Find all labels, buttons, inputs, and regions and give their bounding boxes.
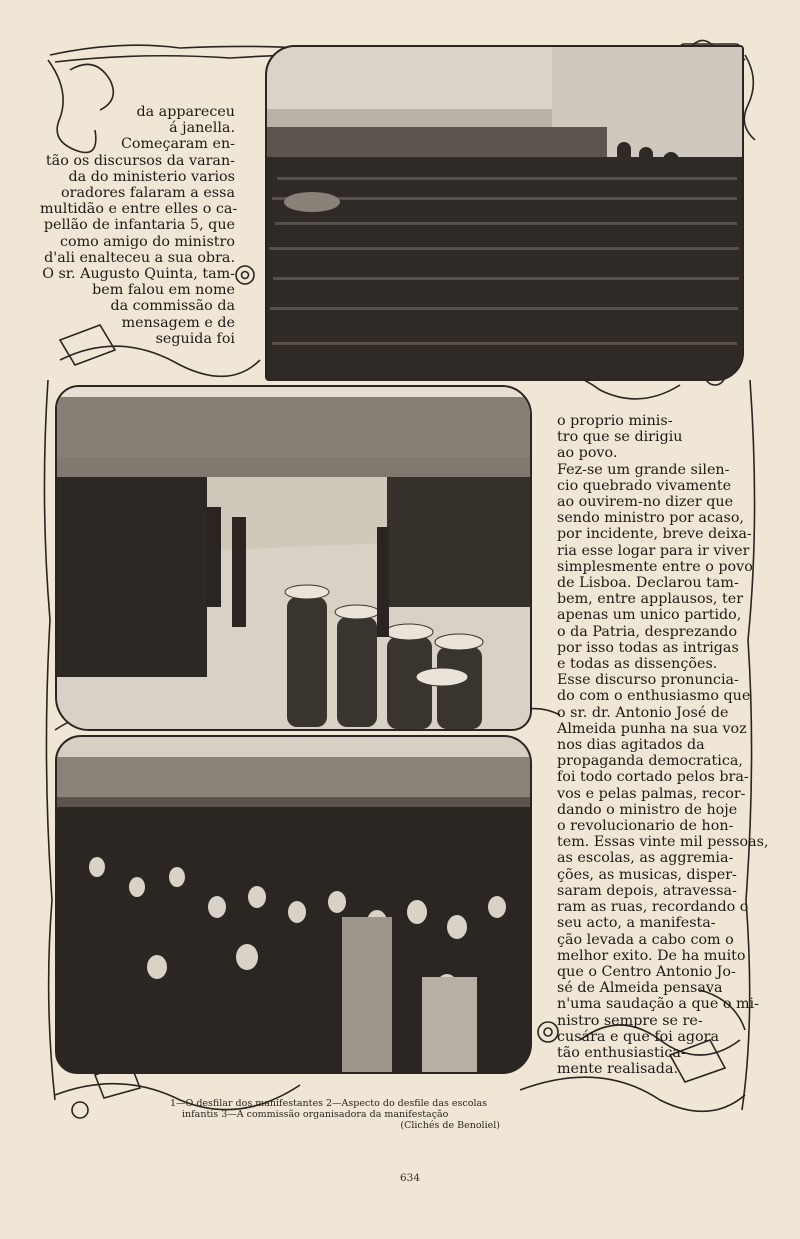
text-line: o da Patria, desprezando (557, 623, 738, 640)
text-line: propaganda democratica, (557, 753, 743, 770)
text-line: o proprio minis- (557, 413, 673, 429)
text-line: ao povo. (557, 445, 618, 462)
text-line: as escolas, as aggremia- (557, 850, 734, 867)
text-line: á janella. (169, 120, 235, 137)
text-line: o revolucionario de hon- (557, 818, 734, 835)
text-line: n'uma saudação a que o mi- (557, 996, 759, 1013)
text-line: tão os discursos da varan- (45, 152, 235, 169)
caption-credit: (Clichés de Benoliel) (400, 1120, 500, 1131)
text-line: ções, as musicas, disper- (557, 866, 737, 883)
text-line: seu acto, a manifesta- (557, 915, 716, 932)
photo-crowd-in-square (265, 45, 744, 381)
text-line: saram depois, atravessa- (557, 882, 737, 899)
text-line: multidão e entre elles o ca- (40, 201, 238, 218)
caption-line-2: infantis 3—A commissão organisadora da manifestação (182, 1109, 449, 1120)
caption-line-1: 1—O desfilar dos manifestantes 2—Aspecto do desfile das escolas (170, 1098, 488, 1109)
text-line: bem, entre applausos, ter (557, 591, 744, 608)
text-line: nos dias agitados da (557, 737, 705, 754)
text-line: vos e pelas palmas, recor- (557, 785, 746, 802)
text-line: foi todo cortado pelos bra- (557, 769, 749, 786)
text-line: sé de Almeida pensava (557, 980, 723, 997)
photo-school-children-parade (55, 385, 532, 731)
photo-organising-committee (55, 735, 532, 1074)
text-line: nistro sempre se re- (557, 1012, 703, 1029)
text-line: mente realisada. (557, 1061, 679, 1078)
text-line: por isso todas as intrigas (557, 639, 739, 656)
text-line: mensagem e de (121, 314, 235, 331)
page-number: 634 (399, 1172, 421, 1184)
article-text-right-column (557, 413, 769, 1078)
text-line: Almeida punha na sua voz (557, 720, 747, 737)
text-line: e todas as dissenções. (557, 656, 718, 673)
text-line: melhor exito. De ha muito (557, 947, 746, 964)
text-line: Começaram en- (120, 136, 235, 153)
text-line: pellão de infantaria 5, que (43, 217, 235, 234)
text-line: seguida foi (155, 330, 235, 347)
text-line: simplesmente entre o povo (557, 558, 753, 575)
text-line: como amigo do ministro (59, 233, 235, 250)
text-line: da appareceu (136, 104, 235, 120)
text-line: oradores falaram a essa (61, 185, 235, 202)
text-line: do com o enthusiasmo que (557, 688, 751, 705)
text-line: ria esse logar para ir viver (557, 542, 750, 559)
text-line: ção levada a cabo com o (557, 931, 734, 948)
text-line: dando o ministro de hoje (557, 801, 738, 818)
text-line: da commissão da (110, 298, 235, 315)
text-line: apenas um unico partido, (557, 607, 742, 624)
text-line: Fez-se um grande silen- (557, 461, 730, 478)
text-line: ao ouvirem-no dizer que (557, 494, 734, 511)
text-line: cio quebrado vivamente (557, 477, 732, 494)
text-line: tão enthusiastica- (557, 1044, 686, 1061)
text-line: de Lisboa. Declarou tam- (557, 575, 739, 592)
text-line: que o Centro Antonio Jo- (557, 963, 736, 980)
text-line: sendo ministro por acaso, (557, 510, 744, 527)
text-line: ram as ruas, recordando o (557, 899, 749, 916)
text-line: por incidente, breve deixa- (557, 526, 752, 543)
text-line: cusára e que foi agora (557, 1028, 720, 1045)
text-line: da do ministerio varios (68, 168, 235, 185)
text-line: d'ali enalteceu a sua obra. (44, 249, 235, 266)
text-line: Esse discurso pronuncia- (557, 672, 739, 689)
text-line: O sr. Augusto Quinta, tam- (42, 266, 235, 283)
text-line: o sr. dr. Antonio José de (557, 704, 729, 721)
text-line: tro que se dirigiu (557, 429, 683, 446)
article-text-left-column (40, 104, 238, 347)
photo-caption (170, 1098, 530, 1131)
text-line: tem. Essas vinte mil pessoas, (557, 834, 769, 851)
text-line: bem falou em nome (92, 282, 235, 299)
